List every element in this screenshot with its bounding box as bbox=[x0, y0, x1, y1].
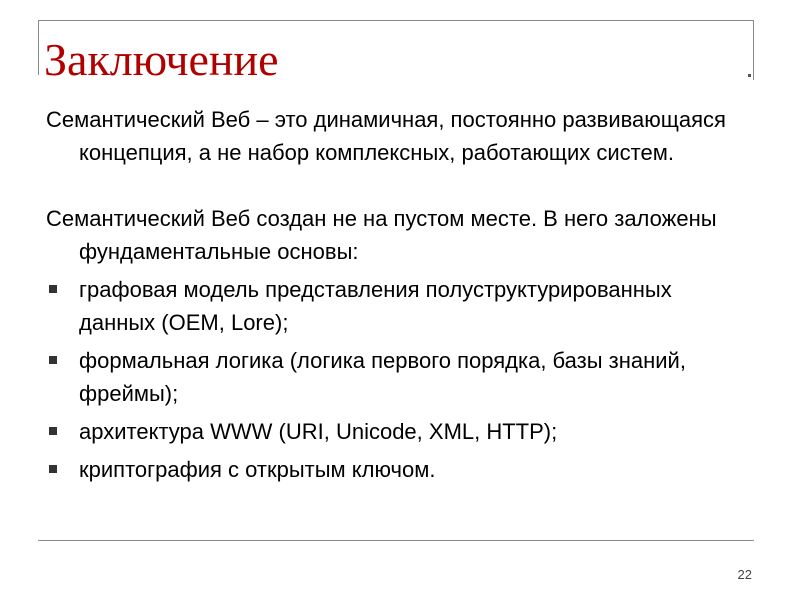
slide-title: Заключение bbox=[44, 34, 279, 85]
list-item bbox=[46, 344, 736, 410]
square-bullet-icon bbox=[49, 285, 57, 293]
list-item bbox=[46, 273, 736, 339]
list-item-text: графовая модель представления полуструктурированных данных (OEM, Lore); bbox=[79, 277, 672, 335]
list-item-text: архитектура WWW (URI, Unicode, XML, HTTP); bbox=[79, 419, 558, 444]
square-bullet-icon bbox=[49, 427, 57, 435]
list-item-text: формальная логика (логика первого порядка, базы знаний, фреймы); bbox=[79, 348, 686, 406]
frame-top-line bbox=[38, 20, 754, 21]
frame-left-line bbox=[38, 20, 39, 75]
square-bullet-icon bbox=[49, 356, 57, 364]
list-item-text: криптография с открытым ключом. bbox=[79, 457, 436, 482]
paragraph-concept: Семантический Веб – это динамичная, постоянно развивающаяся концепция, а не набор комплексных, работающих систем. bbox=[46, 107, 726, 165]
paragraph-foundations: Семантический Веб создан не на пустом месте. В него заложены фундаментальные основы: bbox=[46, 206, 717, 264]
list-item bbox=[46, 453, 736, 486]
frame-right-line bbox=[753, 20, 754, 80]
page-number: 22 bbox=[737, 567, 752, 582]
foundations-list bbox=[46, 273, 736, 486]
slide-body bbox=[46, 103, 736, 486]
title-dot bbox=[748, 74, 751, 77]
list-item bbox=[46, 415, 736, 448]
square-bullet-icon bbox=[49, 465, 57, 473]
frame-bottom-line bbox=[38, 540, 754, 541]
